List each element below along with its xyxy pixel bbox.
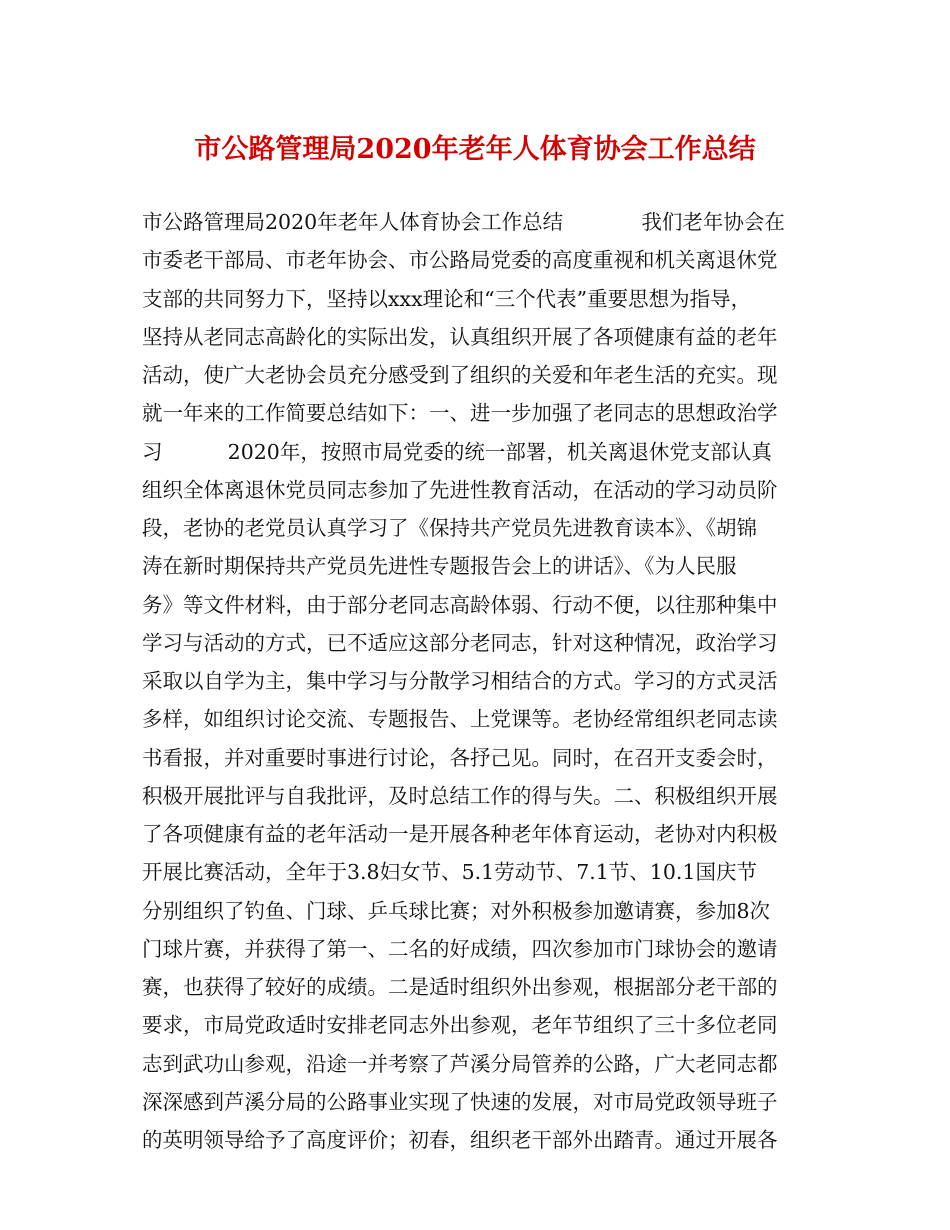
body-text-line: 志到武功山参观，沿途一并考察了芦溪分局管养的公路，广大老同志都 (142, 1051, 778, 1076)
body-text-line: 开展比赛活动，全年于3.8妇女节、5.1劳动节、7.1节、10.1国庆节 (142, 860, 757, 885)
body-text-line: 坚持从老同志高龄化的实际出发，认真组织开展了各项健康有益的老年 (142, 324, 778, 349)
body-text-line: 积极开展批评与自我批评，及时总结工作的得与失。二、积极组织开展 (142, 783, 778, 808)
body-text-line: 段，老协的老党员认真学习了《保持共产党员先进教育读本》、《胡锦 (142, 516, 757, 540)
body-text-line: 学习与活动的方式，已不适应这部分老同志，针对这种情况，政治学习 (142, 630, 778, 655)
body-text-line: 活动，使广大老协会员充分感受到了组织的关爱和年老生活的充实。现 (142, 363, 778, 387)
body-text-line: 就一年来的工作简要总结如下：一、进一步加强了老同志的思想政治学 (142, 401, 778, 426)
body-text-line: 习 2020年，按照市局党委的统一部署，机关离退休党支部认真 (142, 439, 772, 464)
body-text-line: 书看报，并对重要时事进行讨论，各抒己见。同时，在召开支委会时， (142, 745, 778, 770)
body-text-line: 多样，如组织讨论交流、专题报告、上党课等。老协经常组织老同志读 (142, 707, 778, 732)
body-text-line: 市公路管理局2020年老年人体育协会工作总结 我们老年协会在 (142, 210, 785, 234)
body-text-line: 支部的共同努力下，坚持以xxx理论和“三个代表”重要思想为指导， (142, 286, 752, 311)
body-text-line: 的英明领导给予了高度评价；初春，组织老干部外出踏青。通过开展各 (142, 1128, 778, 1152)
body-text-line: 组织全体离退休党员同志参加了先进性教育活动，在活动的学习动员阶 (142, 477, 778, 502)
body-text-line: 分别组织了钓鱼、门球、乒乓球比赛；对外积极参加邀请赛，参加8次 (142, 898, 771, 923)
body-text-line: 了各项健康有益的老年活动一是开展各种老年体育运动，老协对内积极 (142, 822, 778, 846)
body-text-line: 采取以自学为主，集中学习与分散学习相结合的方式。学习的方式灵活 (142, 669, 778, 693)
body-text-line: 门球片赛，并获得了第一、二名的好成绩，四次参加市门球协会的邀请 (142, 936, 778, 961)
body-text-line: 要求，市局党政适时安排老同志外出参观，老年节组织了三十多位老同 (142, 1013, 778, 1038)
document-body (142, 203, 832, 1159)
body-text-line: 务》等文件材料，由于部分老同志高龄体弱、行动不便，以往那种集中 (142, 592, 778, 617)
document-title: 市公路管理局2020年老年人体育协会工作总结 (194, 134, 756, 165)
body-text-line: 赛，也获得了较好的成绩。二是适时组织外出参观，根据部分老干部的 (142, 975, 778, 999)
body-text-line: 涛在新时期保持共产党员先进性专题报告会上的讲话》、《为人民服 (142, 554, 737, 579)
body-text-line: 深深感到芦溪分局的公路事业实现了快速的发展，对市局党政领导班子 (142, 1089, 778, 1114)
body-text-line: 市委老干部局、市老年协会、市公路局党委的高度重视和机关离退休党 (142, 248, 778, 273)
